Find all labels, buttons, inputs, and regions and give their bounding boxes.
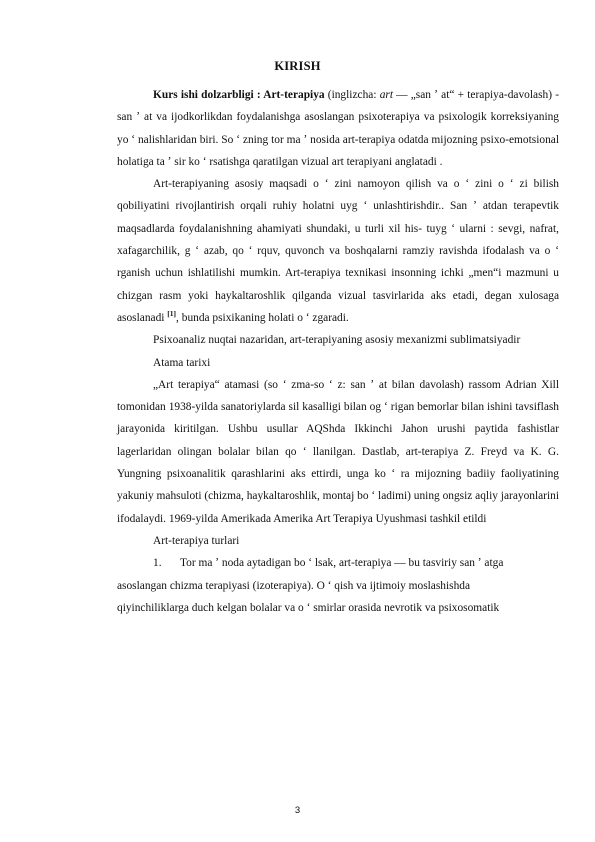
list-item-line-3: qiyinchiliklarga duch kelgan bolalar va o ʻ smirlar orasida nevrotik va psixosomatik — [117, 601, 500, 614]
list-item-first-line: Tor ma ʼ noda aytadigan bo ʻ lsak, art-terapiya — bu tasviriy san ʼ atga — [180, 557, 504, 570]
goal-tail: , bunda psixikaning holati o ʻ zgaradi. — [176, 311, 349, 324]
list-number: 1. — [153, 557, 162, 570]
heading-term-history: Atama tarixi — [153, 356, 211, 369]
footnote-ref[interactable]: [1] — [167, 309, 177, 319]
list-item — [117, 552, 559, 574]
relevance-lead: Kurs ishi dolzarbligi : Art-terapiya — [153, 89, 325, 101]
goal-text: Art-terapiyaning asosiy maqsadi o ʻ zini namoyon qilish va o ʻ zini o ʻ zi bilish qobiliyatini rivojlantirish orqali ruhiy holatni uyg ʻ unlashtirishdir.. San ʼ atdan terapevtik maqsadlarda foydalanishning ahamiyati shundaki, u turli xil his- tuyg ʻ ularni : sevgi, nafrat, xafagarchilik, g ʻ azab, qo ʻ rquv, quvonch va boshqalarni ramziy ravishda ifodalash va o ʻ rganish uchun ishlatilishi mumkin. Art-terapiya texnikasi insonning ichki „men“i mazmuni u chizgan rasm yoki haykaltaroshlik qilganda vizual tasvirlarida aks etadi, degan xulosaga asoslanadi — [117, 178, 559, 324]
paragraph-psychoanalysis: Psixoanaliz nuqtai nazaridan, art-terapiyaning asosiy mexanizmi sublimatsiyadir — [153, 334, 521, 347]
paragraph-goal — [117, 173, 559, 329]
list-item-line-2: asoslangan chizma terapiyasi (izoterapiya). O ʻ qish va ijtimoiy moslashishda — [117, 579, 471, 592]
section-title: KIRISH — [274, 59, 321, 73]
paragraph-history: „Art terapiya“ atamasi (so ʻ zma-so ʻ z: san ʼ at bilan davolash) rassom Adrian Xill tomonidan 1938-yilda sanatoriylarda sil kasalligi bilan og ʻ rigan bemorlar bilan ishini tavsiflash jarayonida kiritilgan. Ushbu usullar AQShda Ikkinchi Jahon urushi paytida fashistlar lagerlaridan olingan bolalar bilan qo ʻ llanilgan. Dastlab, art-terapiya Z. Freyd va K. G. Yungning psixoanalitik qarashlarini aks ettirdi, unga ko ʻ ra mijozning badiiy faoliyatining yakuniy mahsuloti (chizma, haykaltaroshlik, montaj bo ʻ ladimi) uning ongsiz aqliy jarayonlarini ifodalaydi. 1969-yilda Amerikada Amerika Art Terapiya Uyushmasi tashkil etildi — [117, 378, 559, 525]
relevance-italic-term: art — [379, 89, 393, 101]
relevance-text: — „san ʼ at“ + terapiya-davolash) - san ʼ at va ijodkorlikdan foydalanishga asoslangan psixoterapiya va psixologik korreksiyaning yo ʻ nalishlaridan biri. So ʻ zning tor ma ʼ nosida art-terapiya odatda mijozning psixo-emotsional holatiga ta ʼ sir ko ʻ rsatishga qaratilgan vizual art terapiyani anglatadi . — [117, 89, 559, 168]
heading-types: Art-terapiya turlari — [153, 534, 240, 547]
document-body — [117, 84, 559, 619]
paragraph-relevance — [117, 84, 559, 173]
page-number: 3 — [294, 805, 301, 816]
relevance-pre: (inglizcha: — [324, 89, 380, 101]
